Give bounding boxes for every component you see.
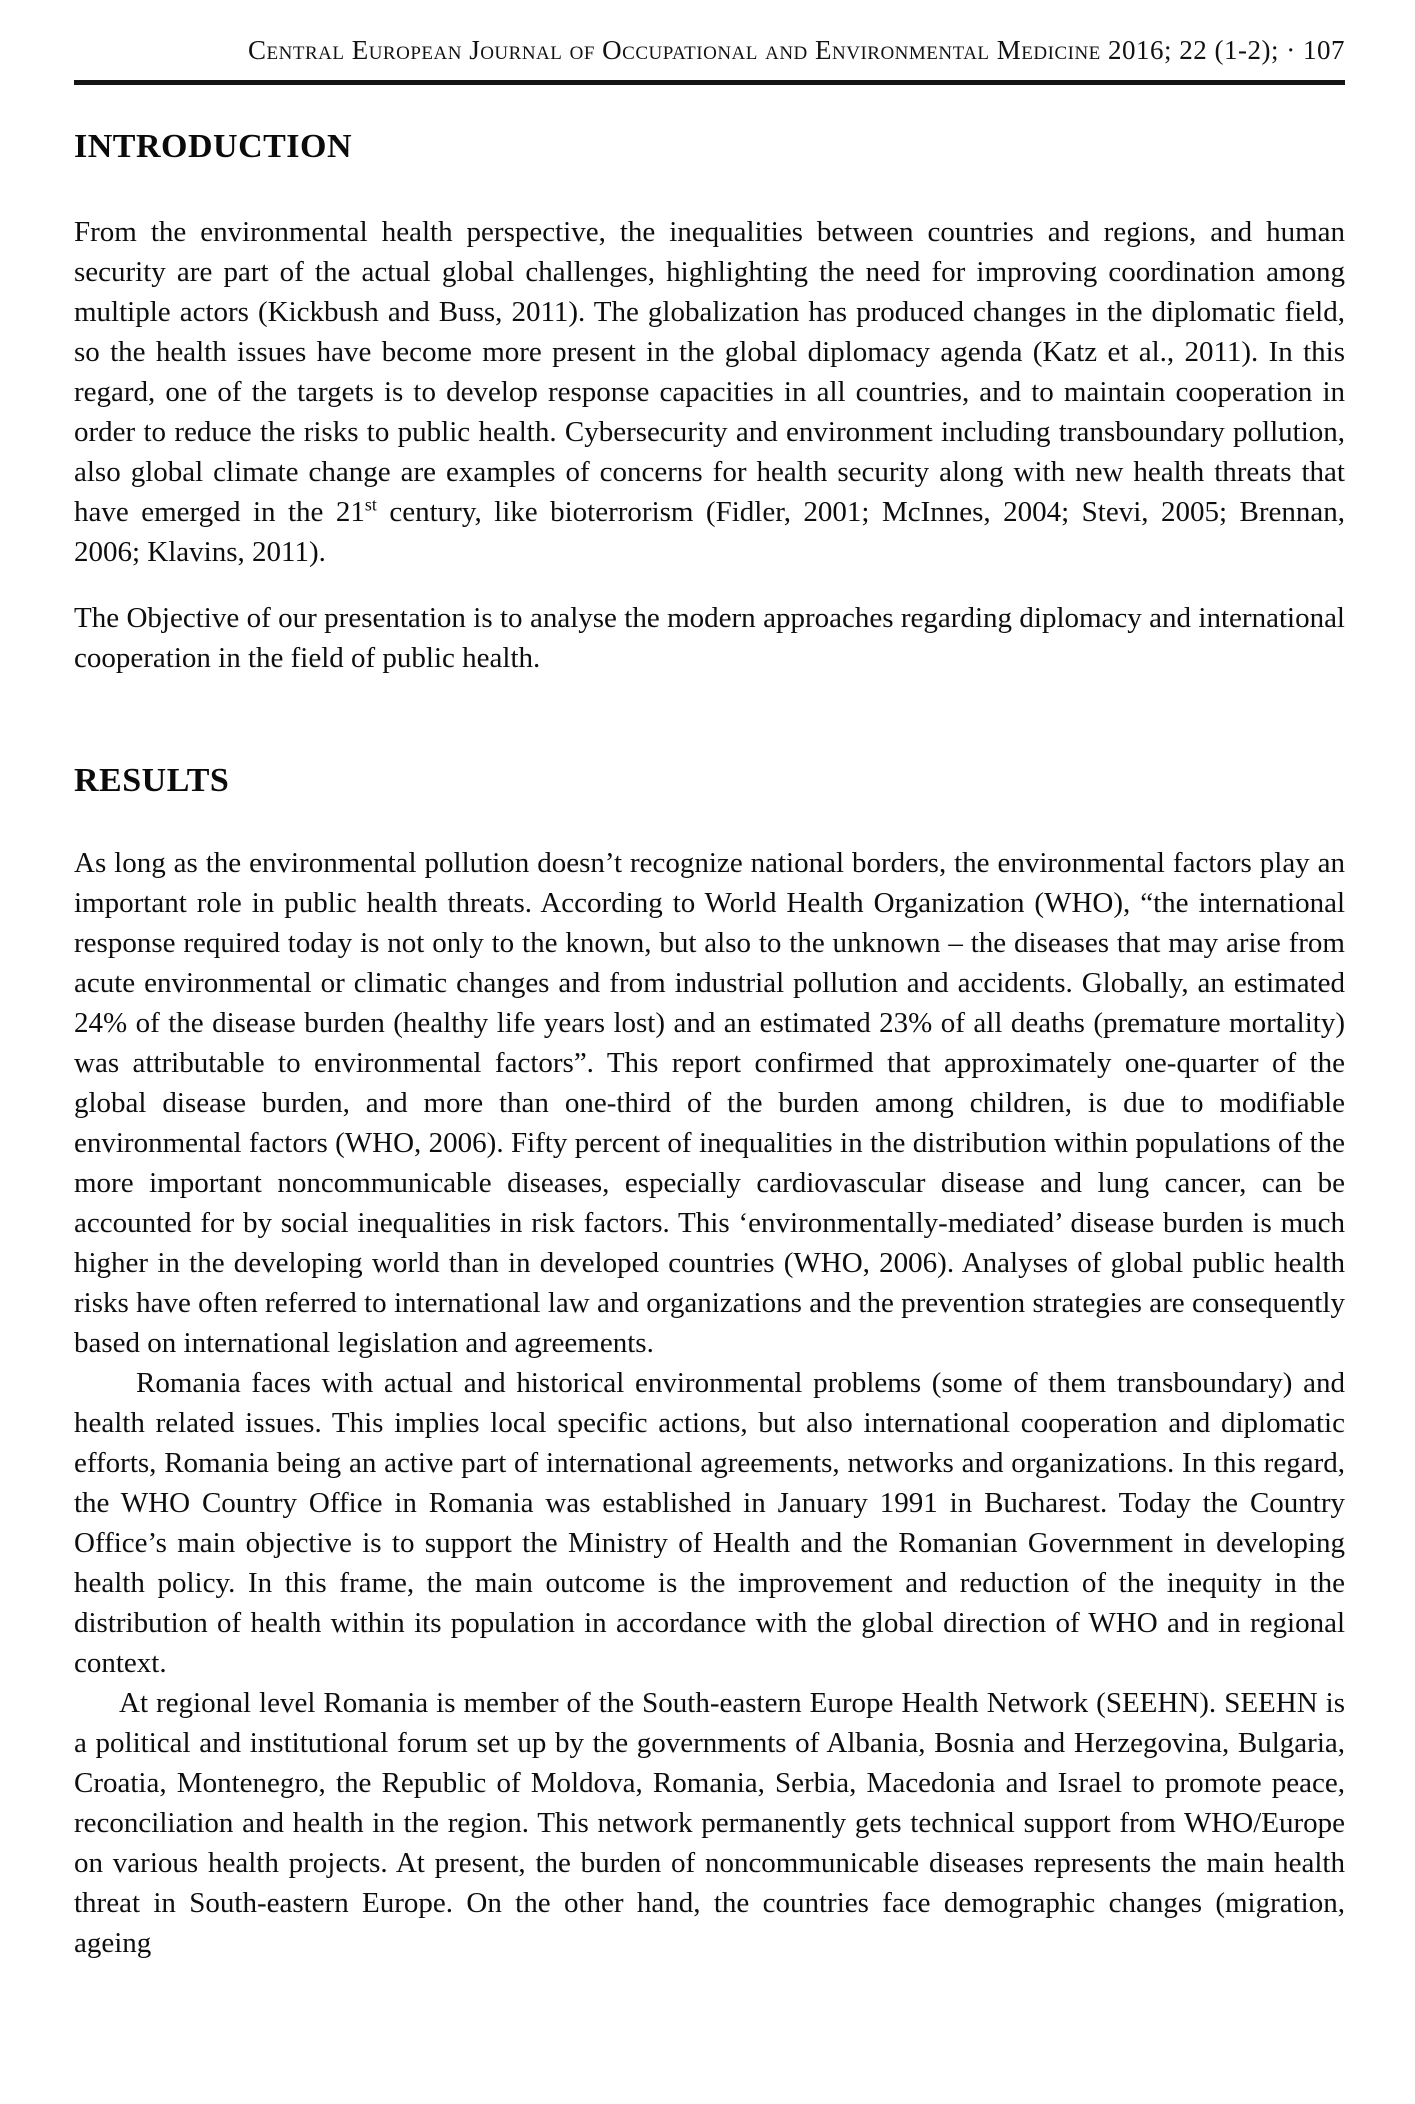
- paragraph-results-3: At regional level Romania is member of the South-eastern Europe Health Network (SEEHN). SEEHN is a political and institutional forum set up by the governments of Albania, Bosnia and Herzegovina, Bulgaria, Croatia, Montenegro, the Republic of Moldova, Romania, Serbia, Macedonia and Israel to promote peace, reconciliation and health in the region. This network permanently gets technical support from WHO/Europe on various health projects. At present, the burden of noncommunicable diseases represents the main health threat in South-eastern Europe. On the other hand, the countries face demographic changes (migration, ageing: [74, 1687, 1345, 1959]
- page-header: [74, 33, 1345, 85]
- section-heading-results: RESULTS: [74, 762, 230, 799]
- paragraph-intro-1-text-end: century, like bioterrorism (Fidler, 2001; McInnes, 2004; Stevi, 2005; Brennan, 2006; Klavins, 2011).: [74, 496, 1345, 568]
- article-body: [74, 129, 1345, 1963]
- header-rule: [74, 80, 1345, 85]
- superscript-ordinal: st: [364, 494, 377, 515]
- paragraph-results-2: Romania faces with actual and historical environmental problems (some of them transboundary) and health related issues. This implies local specific actions, but also international cooperation and diplomatic efforts, Romania being an active part of international agreements, networks and organizations. In this regard, the WHO Country Office in Romania was established in January 1991 in Bucharest. Today the Country Office’s main objective is to support the Ministry of Health and the Romanian Government in developing health policy. In this frame, the main outcome is the improvement and reduction of the inequity in the distribution of health within its population in accordance with the global direction of WHO and in regional context.: [74, 1367, 1345, 1679]
- paragraph-results-1: As long as the environmental pollution doesn’t recognize national borders, the environmental factors play an important role in public health threats. According to World Health Organization (WHO), “the international response required today is not only to the known, but also to the unknown – the diseases that may arise from acute environmental or climatic changes and from industrial pollution and accidents. Globally, an estimated 24% of the disease burden (healthy life years lost) and an estimated 23% of all deaths (premature mortality) was attributable to environmental factors”. This report confirmed that approximately one-quarter of the global disease burden, and more than one-third of the burden among children, is due to modifiable environmental factors (WHO, 2006). Fifty percent of inequalities in the distribution within populations of the more important noncommunicable diseases, especially cardiovascular disease and lung cancer, can be accounted for by social inequalities in risk factors. This ‘environmentally-mediated’ disease burden is much higher in the developing world than in developed countries (WHO, 2006). Analyses of global public health risks have often referred to international law and organizations and the prevention strategies are consequently based on international legislation and agreements.: [74, 847, 1345, 1359]
- paragraph-intro-1: [74, 212, 1345, 572]
- section-heading-introduction: INTRODUCTION: [74, 128, 353, 165]
- paragraph-intro-2: The Objective of our presentation is to analyse the modern approaches regarding diplomacy and international cooperation in the field of public health.: [74, 602, 1345, 674]
- running-head: Central European Journal of Occupational and Environmental Medicine 2016; 22 (1-2); · 107: [248, 35, 1345, 65]
- paragraph-intro-1-text-start: From the environmental health perspective, the inequalities between countries and regions, and human security are part of the actual global challenges, highlighting the need for improving coordination among multiple actors (Kickbush and Buss, 2011). The globalization has produced changes in the diplomatic field, so the health issues have become more present in the global diplomacy agenda (Katz et al., 2011). In this regard, one of the targets is to develop response capacities in all countries, and to maintain cooperation in order to reduce the risks to public health. Cybersecurity and environment including transboundary pollution, also global climate change are examples of concerns for health security along with new health threats that have emerged in the 21: [74, 216, 1345, 528]
